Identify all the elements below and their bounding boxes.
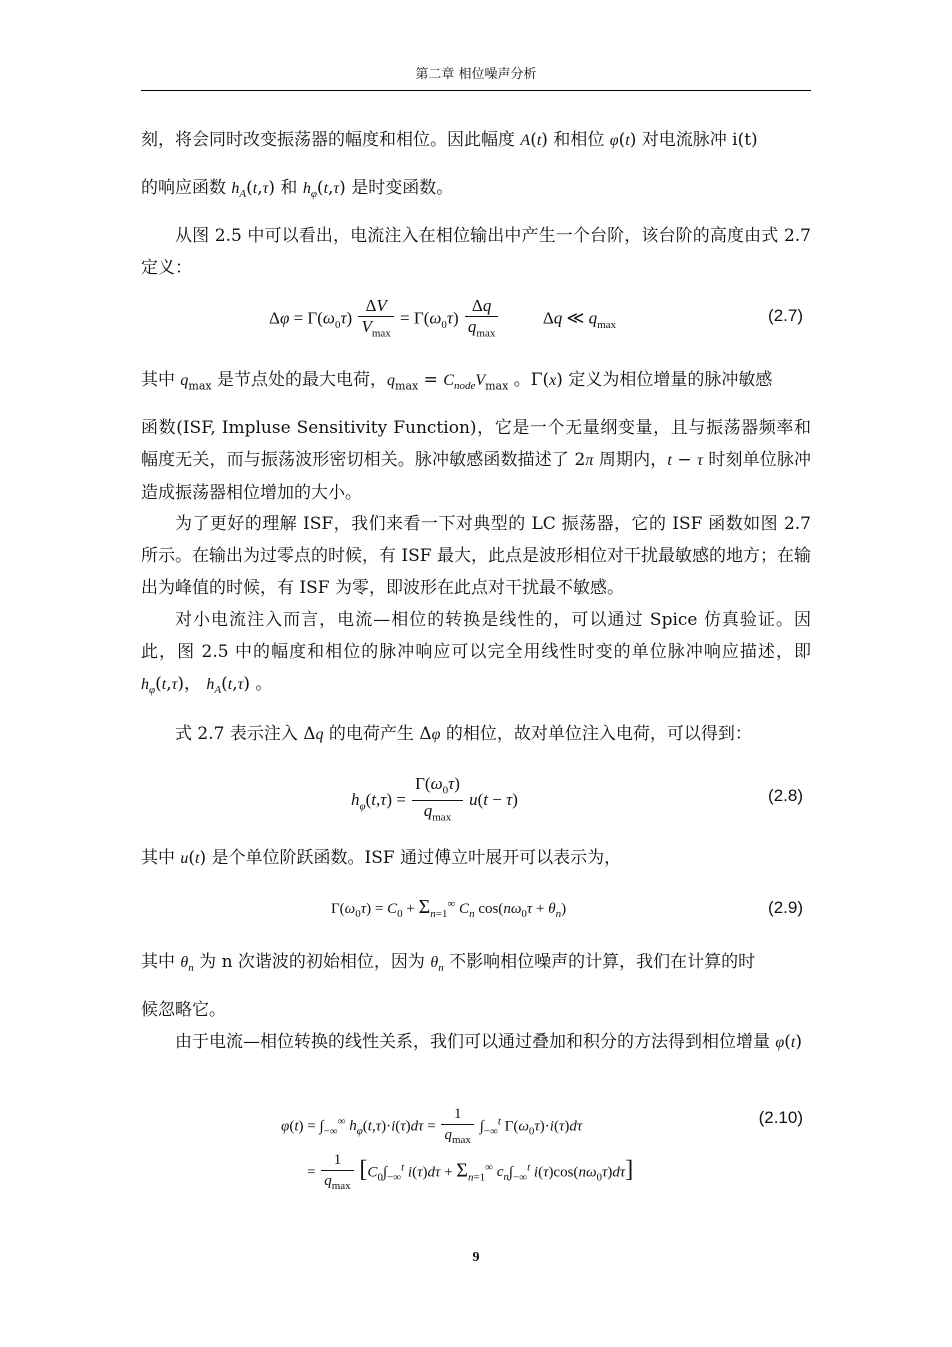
- equation-number: (2.8): [768, 786, 803, 805]
- equation-number: (2.9): [768, 898, 803, 917]
- paragraph-2: 从图 2.5 中可以看出，电流注入在相位输出中产生一个台阶，该台阶的高度由式 2.7 定义：: [141, 226, 811, 278]
- equation-number: (2.7): [768, 306, 803, 325]
- running-header: 第二章 相位噪声分析: [141, 66, 811, 91]
- paragraph-7: 其中 u(t) 是个单位阶跃函数。ISF 通过傅立叶展开可以表示为，: [141, 848, 622, 868]
- paragraph-5: 对小电流注入而言，电流—相位的转换是线性的，可以通过 Spice 仿真验证。因此，图 2.5 中的幅度和相位的脉冲响应可以完全用线性时变的单位脉冲响应描述，即 $h_\varphi(t,\tau)$， $h_A(t,\tau)$ 。: [141, 610, 811, 697]
- equation-2-9: $\Gamma(\omega_0\tau) = C_0 + \Sigma_{n=1}^\infty$ $C_n$ $\cos(n\omega_0\tau + \theta_n)$ (2.9): [331, 896, 803, 920]
- equation-2-8: $h_\varphi(t,\tau)$ = $\frac{\Gamma(\omega_0\tau)}{q_{max}}$ u(t − τ) (2.8): [351, 774, 803, 824]
- paragraph-3b: 函数(ISF, Impluse Sensitivity Function)，它是一个无量纲变量，且与振荡器频率和幅度无关，而与振荡波形密切相关。脉冲敏感函数描述了 2π 周期内，t − τ 时刻单位脉冲造成振荡器相位增加的大小。: [141, 418, 812, 503]
- equation-2-7: $\Delta\varphi = \Gamma(\omega_0\tau)$ $\frac{\Delta V}{V_{max}}$ = $\Gamma(\omega_0\tau)$ $\frac{\Delta q}{q_{max}}$ Δq ≪ $q_{max}$ (2.7): [269, 296, 803, 340]
- equation-2-10: $\varphi(t) = \int_{-\infty}^\infty$ $h_\varphi(t,\tau)\cdot i(\tau)d\tau$ = $\frac{1}{q_{max}}$ $\int_{-\infty}^t$ $\Gamma(\omega_0\tau)\cdot i(\tau)d\tau$ = $\frac{1}{q_{max}}$ [$C_0\int_{-\infty}^t$ $i(\tau)d\tau + \Sigma_{n=1}^\infty$ $c_n\int_{-\infty}^t$ $i(\tau)\cos(n\omega_0\tau)d\tau$] (2.10): [281, 1106, 803, 1192]
- paragraph-1: 刻，将会同时改变振荡器的幅度和相位。因此幅度 A(t) 和相位 φ(t) 对电流脉冲 i(t): [141, 130, 758, 150]
- paragraph-8a: 其中 $\theta_n$ 为 n 次谐波的初始相位，因为 $\theta_n$ 不影响相位噪声的计算，我们在计算的时: [141, 952, 756, 975]
- paragraph-3a: 其中 $q_{max}$ 是节点处的最大电荷，$q_{max} = C_{node}V_{max}$ 。Γ(x) 定义为相位增量的脉冲敏感: [141, 370, 773, 393]
- paragraph-4: 为了更好的理解 ISF，我们来看一下对典型的 LC 振荡器，它的 ISF 函数如图 2.7 所示。在输出为过零点的时候，有 ISF 最大，此点是波形相位对干扰最敏感的地方；在输出为峰值的时候，有 ISF 为零，即波形在此点对干扰最不敏感。: [141, 514, 811, 598]
- paragraph-6: 式 2.7 表示注入 Δq 的电荷产生 Δφ 的相位，故对单位注入电荷，可以得到：: [175, 724, 752, 744]
- paragraph-9: 由于电流—相位转换的线性关系，我们可以通过叠加和积分的方法得到相位增量 φ(t): [175, 1032, 802, 1052]
- page-number: 9: [472, 1250, 480, 1265]
- paragraph-8b: 候忽略它。: [141, 1000, 226, 1020]
- paragraph-1b: 的响应函数 $h_A(t,\tau)$ 和 $h_\varphi(t,\tau)$ 是时变函数。: [141, 178, 454, 201]
- equation-number: (2.10): [758, 1108, 803, 1127]
